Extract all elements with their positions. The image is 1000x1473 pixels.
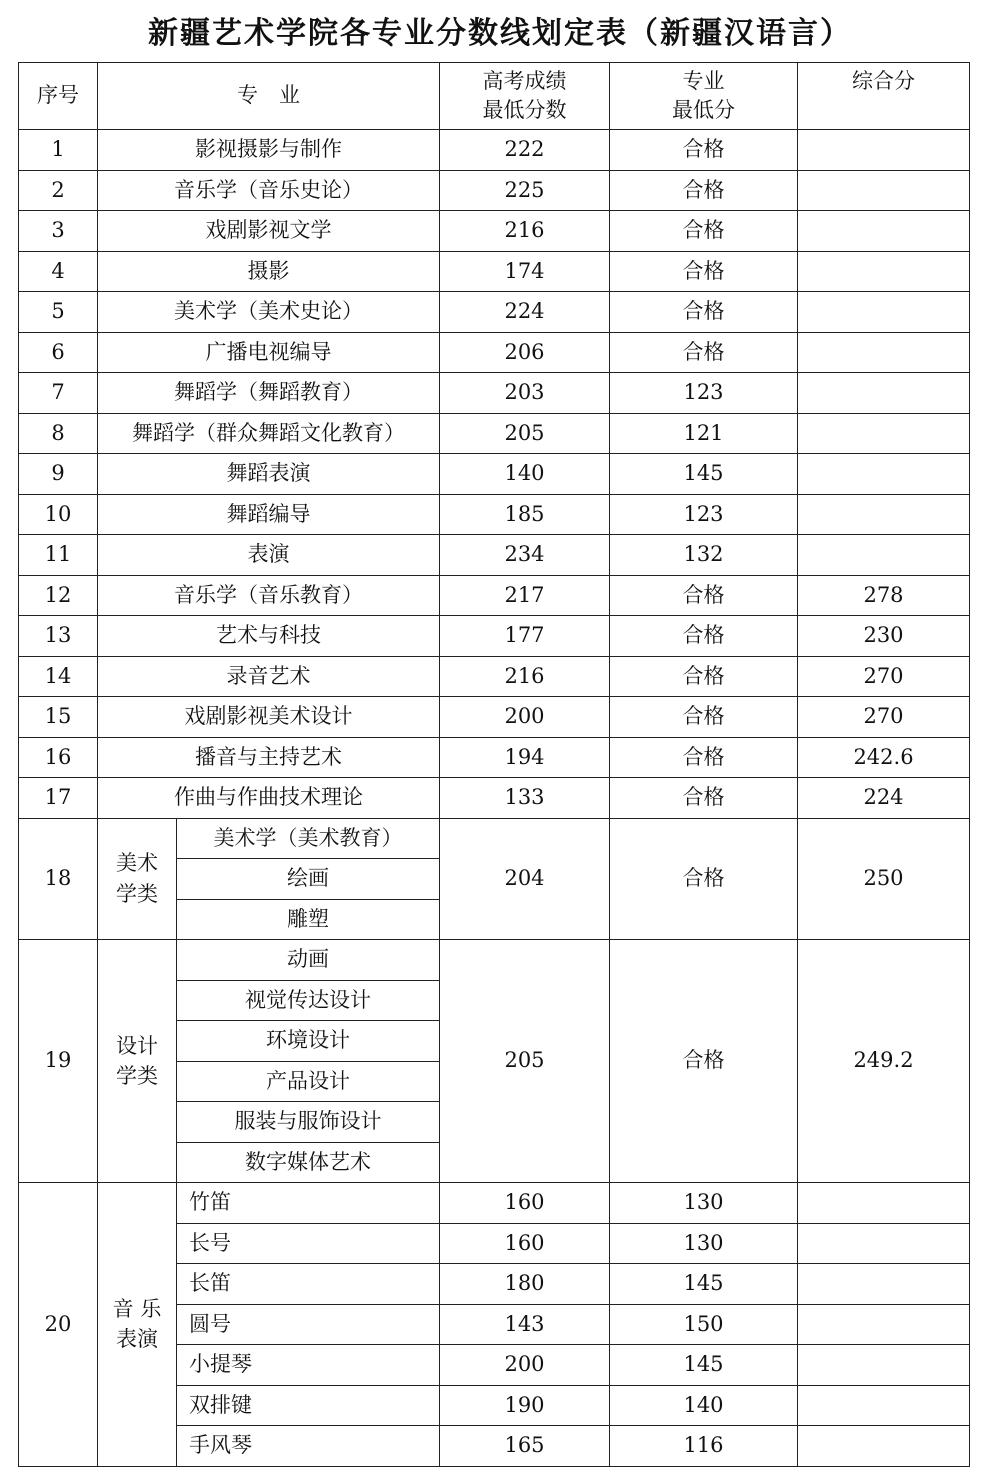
- row-gaokao-min: 224: [440, 292, 610, 333]
- instrument-name: 双排键: [177, 1385, 440, 1426]
- row-major-name: 戏剧影视美术设计: [98, 697, 440, 738]
- row-no: 9: [19, 454, 98, 495]
- row-major-min: 合格: [610, 130, 798, 171]
- row-major-min: 123: [610, 373, 798, 414]
- header-gaokao-line2: 最低分数: [482, 98, 567, 122]
- row-gaokao-min: 177: [440, 616, 610, 657]
- row-no: 14: [19, 656, 98, 697]
- row-major-min: 140: [610, 1385, 798, 1426]
- row-composite: [798, 413, 970, 454]
- instrument-name: 竹笛: [177, 1183, 440, 1224]
- table-row: [19, 818, 970, 859]
- row-composite: [798, 170, 970, 211]
- row-major-min: 合格: [610, 170, 798, 211]
- row-major-name: 舞蹈表演: [98, 454, 440, 495]
- row-composite: [798, 130, 970, 171]
- row-composite: 230: [798, 616, 970, 657]
- header-major-min-line2: 最低分: [672, 98, 735, 122]
- row-composite: [798, 1183, 970, 1224]
- category-label: [98, 1183, 177, 1467]
- category-line1: 美术: [116, 851, 158, 876]
- table-row: [19, 1183, 970, 1224]
- row-major-name: 舞蹈学（舞蹈教育）: [98, 373, 440, 414]
- row-gaokao-min: 143: [440, 1304, 610, 1345]
- row-major-name: 播音与主持艺术: [98, 737, 440, 778]
- row-major-min: 合格: [610, 940, 798, 1183]
- sub-major-name: 数字媒体艺术: [177, 1142, 440, 1183]
- row-major-name: 艺术与科技: [98, 616, 440, 657]
- row-composite: [798, 454, 970, 495]
- row-major-min: 合格: [610, 656, 798, 697]
- row-major-min: 130: [610, 1183, 798, 1224]
- category-label: [98, 940, 177, 1183]
- row-major-min: 合格: [610, 818, 798, 940]
- row-major-min: 合格: [610, 697, 798, 738]
- row-no: 12: [19, 575, 98, 616]
- row-composite: 249.2: [798, 940, 970, 1183]
- sub-major-name: 产品设计: [177, 1061, 440, 1102]
- row-major-min: 合格: [610, 616, 798, 657]
- header-row: [19, 63, 970, 130]
- sub-major-name: 雕塑: [177, 899, 440, 940]
- table-row: [19, 211, 970, 252]
- row-composite: [798, 1426, 970, 1467]
- table-row: [19, 454, 970, 495]
- row-no: 10: [19, 494, 98, 535]
- instrument-name: 长笛: [177, 1264, 440, 1305]
- header-composite: 综合分: [798, 63, 970, 130]
- row-composite: 270: [798, 656, 970, 697]
- row-major-min: 132: [610, 535, 798, 576]
- score-table: [18, 62, 970, 1467]
- instrument-name: 手风琴: [177, 1426, 440, 1467]
- sub-major-name: 美术学（美术教育）: [177, 818, 440, 859]
- sub-major-name: 服装与服饰设计: [177, 1102, 440, 1143]
- row-major-name: 音乐学（音乐史论）: [98, 170, 440, 211]
- table-row: [19, 170, 970, 211]
- header-major-min-line1: 专业: [682, 68, 725, 93]
- table-row: [19, 130, 970, 171]
- table-row: [19, 494, 970, 535]
- row-no: 1: [19, 130, 98, 171]
- row-gaokao-min: 217: [440, 575, 610, 616]
- row-gaokao-min: 165: [440, 1426, 610, 1467]
- row-composite: 242.6: [798, 737, 970, 778]
- category-line2: 学类: [116, 881, 158, 906]
- row-major-min: 合格: [610, 332, 798, 373]
- row-major-min: 合格: [610, 211, 798, 252]
- row-major-min: 145: [610, 1264, 798, 1305]
- category-line2: 表演: [116, 1327, 158, 1352]
- row-major-min: 116: [610, 1426, 798, 1467]
- row-no: 2: [19, 170, 98, 211]
- table-row: [19, 373, 970, 414]
- row-gaokao-min: 225: [440, 170, 610, 211]
- row-gaokao-min: 133: [440, 778, 610, 819]
- row-composite: [798, 494, 970, 535]
- row-gaokao-min: 180: [440, 1264, 610, 1305]
- row-major-min: 145: [610, 454, 798, 495]
- row-no: 6: [19, 332, 98, 373]
- table-row: [19, 778, 970, 819]
- row-no: 11: [19, 535, 98, 576]
- row-major-name: 影视摄影与制作: [98, 130, 440, 171]
- row-no: 4: [19, 251, 98, 292]
- row-composite: [798, 211, 970, 252]
- sub-major-name: 绘画: [177, 859, 440, 900]
- header-gaokao: [440, 63, 610, 130]
- row-major-name: 作曲与作曲技术理论: [98, 778, 440, 819]
- header-seq: 序号: [19, 63, 98, 130]
- row-no: 19: [19, 940, 98, 1183]
- row-composite: [798, 373, 970, 414]
- row-major-name: 戏剧影视文学: [98, 211, 440, 252]
- row-gaokao-min: 222: [440, 130, 610, 171]
- header-major: 专 业: [98, 63, 440, 130]
- instrument-name: 圆号: [177, 1304, 440, 1345]
- row-major-name: 舞蹈学（群众舞蹈文化教育）: [98, 413, 440, 454]
- row-composite: 278: [798, 575, 970, 616]
- category-line1: 设计: [116, 1033, 158, 1058]
- row-composite: [798, 1304, 970, 1345]
- row-major-name: 音乐学（音乐教育）: [98, 575, 440, 616]
- row-composite: [798, 1223, 970, 1264]
- row-composite: [798, 332, 970, 373]
- row-composite: [798, 535, 970, 576]
- row-composite: 250: [798, 818, 970, 940]
- category-line2: 学类: [116, 1064, 158, 1088]
- row-composite: 270: [798, 697, 970, 738]
- page-title: 新疆艺术学院各专业分数线划定表（新疆汉语言）: [148, 16, 852, 51]
- row-gaokao-min: 203: [440, 373, 610, 414]
- row-gaokao-min: 194: [440, 737, 610, 778]
- row-no: 18: [19, 818, 98, 940]
- row-no: 20: [19, 1183, 98, 1467]
- row-major-min: 合格: [610, 251, 798, 292]
- table-row: [19, 535, 970, 576]
- table-row: [19, 251, 970, 292]
- header-major-min: [610, 63, 798, 130]
- sub-major-name: 环境设计: [177, 1021, 440, 1062]
- row-no: 5: [19, 292, 98, 333]
- row-major-name: 广播电视编导: [98, 332, 440, 373]
- row-gaokao-min: 160: [440, 1183, 610, 1224]
- row-no: 13: [19, 616, 98, 657]
- table-row: [19, 292, 970, 333]
- category-line1: 音 乐: [112, 1296, 162, 1321]
- row-major-min: 130: [610, 1223, 798, 1264]
- row-major-min: 123: [610, 494, 798, 535]
- table-row: [19, 413, 970, 454]
- row-major-min: 合格: [610, 575, 798, 616]
- row-gaokao-min: 216: [440, 656, 610, 697]
- instrument-name: 长号: [177, 1223, 440, 1264]
- instrument-name: 小提琴: [177, 1345, 440, 1386]
- row-major-name: 舞蹈编导: [98, 494, 440, 535]
- row-no: 15: [19, 697, 98, 738]
- row-gaokao-min: 160: [440, 1223, 610, 1264]
- row-gaokao-min: 206: [440, 332, 610, 373]
- row-no: 16: [19, 737, 98, 778]
- row-gaokao-min: 204: [440, 818, 610, 940]
- row-major-name: 录音艺术: [98, 656, 440, 697]
- row-major-min: 150: [610, 1304, 798, 1345]
- sub-major-name: 视觉传达设计: [177, 980, 440, 1021]
- row-gaokao-min: 205: [440, 940, 610, 1183]
- row-composite: [798, 1345, 970, 1386]
- row-major-min: 合格: [610, 737, 798, 778]
- row-gaokao-min: 140: [440, 454, 610, 495]
- row-gaokao-min: 174: [440, 251, 610, 292]
- table-row: [19, 575, 970, 616]
- row-no: 8: [19, 413, 98, 454]
- row-major-name: 表演: [98, 535, 440, 576]
- table-row: [19, 940, 970, 981]
- header-gaokao-line1: 高考成绩: [482, 68, 567, 93]
- row-gaokao-min: 216: [440, 211, 610, 252]
- row-composite: 224: [798, 778, 970, 819]
- row-no: 17: [19, 778, 98, 819]
- row-gaokao-min: 205: [440, 413, 610, 454]
- table-row: [19, 737, 970, 778]
- row-major-name: 摄影: [98, 251, 440, 292]
- row-gaokao-min: 200: [440, 697, 610, 738]
- row-no: 3: [19, 211, 98, 252]
- table-row: [19, 616, 970, 657]
- row-no: 7: [19, 373, 98, 414]
- row-gaokao-min: 200: [440, 1345, 610, 1386]
- row-major-min: 合格: [610, 778, 798, 819]
- row-major-min: 145: [610, 1345, 798, 1386]
- row-major-min: 合格: [610, 292, 798, 333]
- table-row: [19, 697, 970, 738]
- row-composite: [798, 292, 970, 333]
- row-composite: [798, 1385, 970, 1426]
- sub-major-name: 动画: [177, 940, 440, 981]
- table-row: [19, 656, 970, 697]
- row-gaokao-min: 185: [440, 494, 610, 535]
- row-gaokao-min: 234: [440, 535, 610, 576]
- row-composite: [798, 1264, 970, 1305]
- row-composite: [798, 251, 970, 292]
- category-label: [98, 818, 177, 940]
- table-row: [19, 332, 970, 373]
- row-major-name: 美术学（美术史论）: [98, 292, 440, 333]
- row-gaokao-min: 190: [440, 1385, 610, 1426]
- row-major-min: 121: [610, 413, 798, 454]
